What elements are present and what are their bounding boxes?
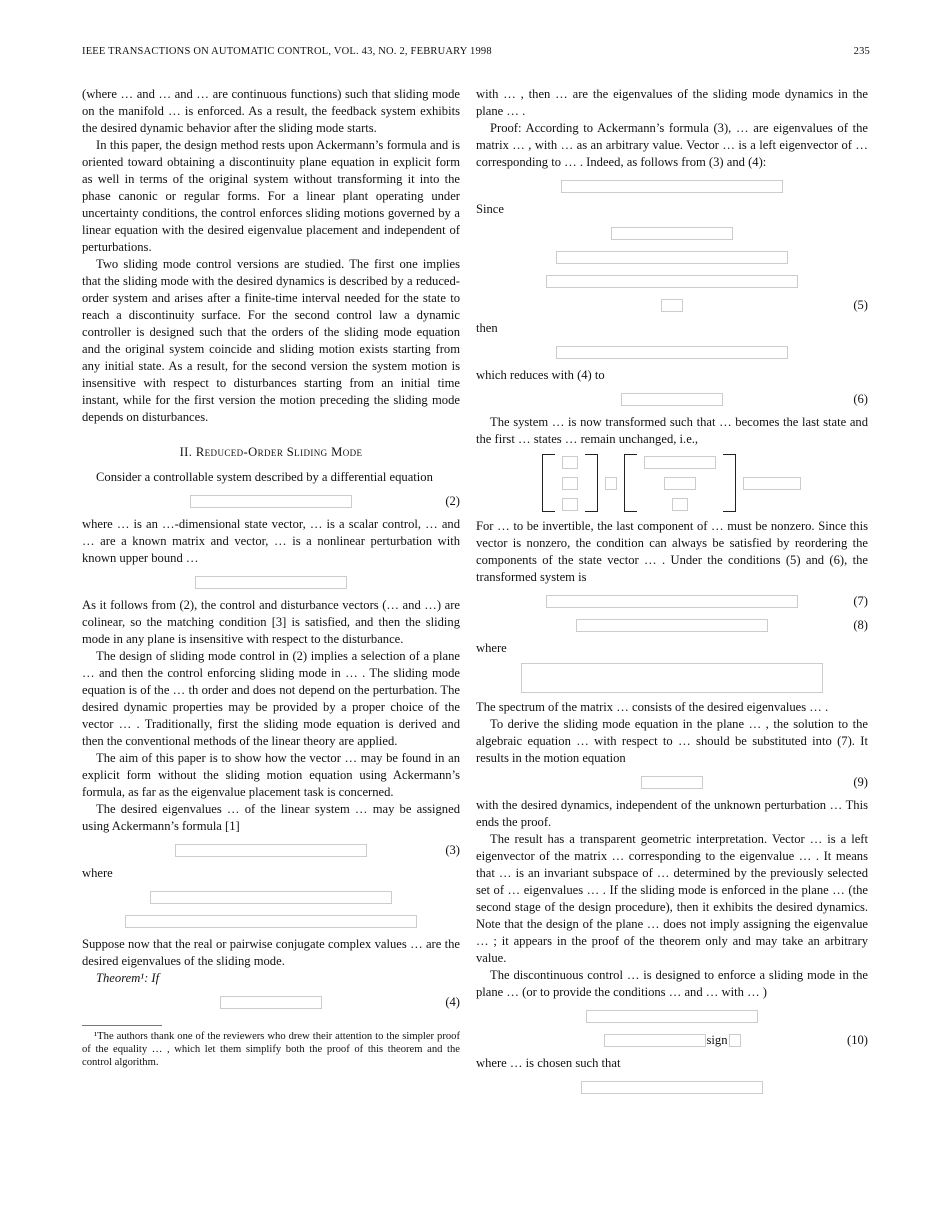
paragraph: where xyxy=(82,866,113,880)
equation-number: (2) xyxy=(445,493,460,508)
paragraph: with … , then … are the eigenvalues of the sliding mode dynamics in the plane … . xyxy=(476,87,868,118)
equation-body xyxy=(190,495,352,508)
equation-body xyxy=(125,915,417,928)
matrix-entry xyxy=(672,498,688,511)
paragraph: then xyxy=(476,321,498,335)
equation-6 xyxy=(476,390,868,408)
journal-title: IEEE TRANSACTIONS ON AUTOMATIC CONTROL, VOL. 43, NO. 2, FEBRUARY 1998 xyxy=(82,46,492,57)
left-column xyxy=(82,86,460,1069)
equation-number: (10) xyxy=(847,1032,868,1047)
footnote: ¹The authors thank one of the reviewers who drew their attention to the simpler proof of the equality … , which let them simplify both the proof of this theorem and the control algorithm. xyxy=(82,1031,460,1068)
equation-number: (6) xyxy=(853,391,868,406)
equation-body xyxy=(150,891,392,904)
equation-body xyxy=(220,996,322,1009)
matrix-entry xyxy=(644,456,716,469)
paragraph: In this paper, the design method rests upon Ackermann’s formula and is oriented toward obtaining a discontinuity plane equation in explicit form as well in terms of the original system without transforming it into the phase canonic or regular forms. For a linear plant operating under uncertainty conditions, the control enforces sliding motions governed by a linear equation with the desired eigenvalue placement and independent of perturbations. xyxy=(82,138,460,254)
matrix-column xyxy=(643,456,717,511)
matrix-entry xyxy=(562,456,578,469)
bracket-left xyxy=(542,454,555,512)
sign-function: sign xyxy=(706,1032,728,1047)
equation-body xyxy=(195,576,347,589)
equation-3 xyxy=(82,841,460,859)
paragraph: For … to be invertible, the last component of … must be nonzero. Since this vector is nonzero, the condition can always be satisfied by reordering the components of the state vector … . Under the conditions (5) and (6), the transformed system is xyxy=(476,519,868,584)
equation-final xyxy=(476,1078,868,1096)
equation-body xyxy=(546,595,798,608)
equation-body xyxy=(611,227,733,240)
paragraph: Since xyxy=(476,202,504,216)
equation-body xyxy=(556,251,788,264)
equation-body xyxy=(175,844,367,857)
equation-proof xyxy=(476,177,868,195)
paragraph: The discontinuous control … is designed to enforce a sliding mode in the plane … (or to provide the conditions … and … with … ) xyxy=(476,968,868,999)
equation-bound xyxy=(82,573,460,591)
paragraph: Two sliding mode control versions are studied. The first one implies that the sliding mode with the desired dynamics is described by a reduced-order system and arises after a finite-time interval needed for the state to reach a discontinuity surface. For the second control law a dynamic controller is designed such that the orders of the sliding mode equation and the original system coincide and sliding motion exists starting from any initial state. As a result, for the second version the system motion is insensitive with respect to disturbances starting from an initial time instant, while for the first version the motion preceding the sliding mode depends on disturbances. xyxy=(82,257,460,424)
paragraph: Proof: According to Ackermann’s formula (3), … are eigenvalues of the matrix … , with … as an arbitrary value. Vector … is a left eigenvector of … corresponding to … . Indeed, as follows from (3) and (4): xyxy=(476,121,868,169)
equation-body xyxy=(729,1034,741,1047)
page-number: 235 xyxy=(853,46,870,57)
equation-body xyxy=(561,180,783,193)
paragraph: Suppose now that the real or pairwise conjugate complex values … are the desired eigenvalues of the sliding mode. xyxy=(82,937,460,968)
paragraph: (where … and … and … are continuous functions) such that sliding mode on the manifold … is enforced. As a result, the feedback system exhibits the desired dynamic behavior after the sliding mode starts. xyxy=(82,87,460,135)
equation-where xyxy=(476,663,868,693)
equation-4 xyxy=(82,993,460,1011)
equation-5 xyxy=(476,296,868,314)
paragraph: To derive the sliding mode equation in the plane … , the solution to the algebraic equation … with respect to … should be substituted into (7). It results in the motion equation xyxy=(476,717,868,765)
equation-matrix xyxy=(476,454,868,512)
paragraph: with the desired dynamics, independent of the unknown perturbation … This ends the proof. xyxy=(476,798,868,829)
bracket-right xyxy=(585,454,598,512)
equation-number: (3) xyxy=(445,842,460,857)
equation-body xyxy=(521,663,823,693)
running-header xyxy=(82,46,870,57)
equation-def-2 xyxy=(82,912,460,930)
bracket-left xyxy=(624,454,637,512)
equation-body xyxy=(581,1081,763,1094)
equals-symbol xyxy=(605,477,617,490)
paragraph: which reduces with (4) to xyxy=(476,368,605,382)
footnote-rule xyxy=(82,1025,162,1026)
paragraph: where … is an …-dimensional state vector, … is a scalar control, … and … are a known matrix and vector, … is a nonlinear perturbation with known upper bound … xyxy=(82,517,460,565)
equation-since-2 xyxy=(476,248,868,266)
equation-number: (5) xyxy=(853,297,868,312)
paragraph: The aim of this paper is to show how the vector … may be found in an explicit form without the sliding motion equation using Ackermann’s formula, as far as the eigenvalue placement task is concerned. xyxy=(82,751,460,799)
equation-body xyxy=(546,275,798,288)
paragraph: The spectrum of the matrix … consists of the desired eigenvalues … . xyxy=(476,700,829,714)
equation-7 xyxy=(476,592,868,610)
paragraph: Consider a controllable system described by a differential equation xyxy=(96,470,433,484)
matrix-entry xyxy=(664,477,696,490)
equation-body xyxy=(556,346,788,359)
equation-2 xyxy=(82,492,460,510)
equation-number: (8) xyxy=(853,617,868,632)
paragraph: The system … is now transformed such that … becomes the last state and the first … states … remain unchanged, i.e., xyxy=(476,415,868,446)
right-column xyxy=(476,86,868,1102)
equation-number: (9) xyxy=(853,774,868,789)
equation-body xyxy=(586,1010,758,1023)
paragraph: where … is chosen such that xyxy=(476,1056,621,1070)
equation-since-3 xyxy=(476,272,868,290)
matrix-transform xyxy=(542,454,802,512)
equation-control xyxy=(476,1007,868,1025)
paragraph: As it follows from (2), the control and disturbance vectors (… and …) are colinear, so the matching condition [3] is satisfied, and then the sliding mode in any plane is insensitive with respect to the disturbance. xyxy=(82,598,460,646)
paragraph: The design of sliding mode control in (2) implies a selection of a plane … and then the control enforcing sliding mode in … . The sliding mode equation is of the … th order and does not depend on the perturbation. The desired dynamic properties may be provided by a proper choice of the vector … . Traditionally, first the sliding mode equation is derived and then the conventional methods of the linear theory are applied. xyxy=(82,649,460,748)
matrix-entry xyxy=(562,477,578,490)
equation-then xyxy=(476,343,868,361)
equation-number: (7) xyxy=(853,593,868,608)
equation-8 xyxy=(476,616,868,634)
equation-def-1 xyxy=(82,888,460,906)
bracket-right xyxy=(723,454,736,512)
matrix-entry xyxy=(562,498,578,511)
equation-body xyxy=(661,299,683,312)
theorem-label: Theorem¹: If xyxy=(96,971,160,985)
paragraph: The result has a transparent geometric interpretation. Vector … is a left eigenvector of the matrix … corresponding to the eigenvalue … . It means that … is an invariant subspace of … determined by the previously selected set of … eigenvalues … . If the sliding mode is enforced in the plane … (the second stage of the design procedure), then it exhibits the desired dynamics. Note that the design of the plane … does not imply assigning the eigenvalue … ; it appears in the proof of the theorem only and may take an arbitrary value. xyxy=(476,832,868,965)
equation-body xyxy=(641,776,703,789)
paragraph: The desired eigenvalues … of the linear system … may be assigned using Ackermann’s formula [1] xyxy=(82,802,460,833)
section-heading: II. Reduced-Order Sliding Mode xyxy=(179,445,363,459)
equation-body xyxy=(604,1034,706,1047)
equation-body xyxy=(743,477,801,490)
equation-10 xyxy=(476,1031,868,1049)
paragraph: where xyxy=(476,641,507,655)
equation-body xyxy=(576,619,768,632)
equation-since-1 xyxy=(476,224,868,242)
matrix-column xyxy=(561,456,579,511)
equation-9 xyxy=(476,773,868,791)
equation-body xyxy=(621,393,723,406)
equation-number: (4) xyxy=(445,994,460,1009)
